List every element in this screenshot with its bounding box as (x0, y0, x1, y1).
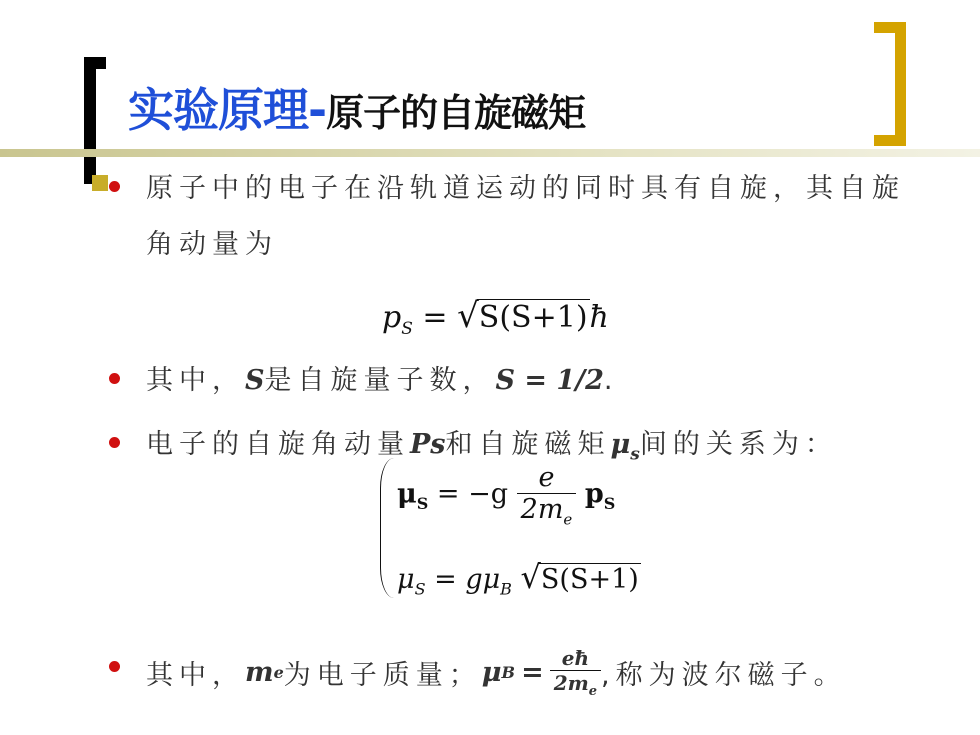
bullet-3 (109, 437, 120, 448)
para1-line1: 原子中的电子在沿轨道运动的同时具有自旋，其自旋 (146, 173, 905, 204)
para4-post: ,称为波尔磁子。 (601, 660, 847, 691)
para2-S-value: S = 1/2 (495, 365, 604, 396)
para3-post: 间的关系为： (639, 429, 838, 460)
para4-numerator: eħ (561, 646, 589, 670)
equation-spin-angular-momentum (382, 296, 609, 339)
equation-magnetic-moment-magnitude (397, 558, 641, 598)
eq3-lhs-sub: S (414, 579, 426, 599)
para4-den-sub: e (588, 684, 598, 699)
eq2-lhs: μ (397, 478, 417, 510)
para4-fraction (550, 646, 601, 699)
eq2-equals: = −g (436, 478, 509, 510)
eq2-numerator: e (538, 462, 555, 493)
header-divider (0, 149, 980, 157)
title-sub: 原子的自旋磁矩 (326, 91, 586, 135)
eq1-lhs: p (382, 300, 402, 335)
para3-mu: μ (610, 429, 631, 460)
eq2-lhs-sub: S (416, 494, 429, 514)
right-bracket-decoration (874, 22, 906, 146)
eq2-rhs-sub: S (603, 494, 616, 514)
para4-me-sub: e (273, 663, 284, 682)
para2-pre: 其中， (146, 365, 245, 396)
para3-pre: 电子的自旋角动量 (146, 429, 410, 460)
slide-title (128, 74, 585, 140)
eq1-radicand: S(S+1) (478, 300, 588, 335)
bullet-1 (109, 181, 120, 192)
para4-muB: μ (481, 657, 502, 688)
equation-magnetic-moment-vector (397, 462, 615, 528)
sqrt-icon: √ (457, 296, 479, 336)
para2-mid: 是自旋量子数， (264, 365, 496, 396)
para3-mu-sub: s (630, 444, 640, 465)
para2 (146, 358, 618, 397)
eq1-equals: = (422, 300, 448, 335)
para4-muB-sub: B (501, 663, 516, 682)
para3-mid: 和自旋磁矩 (445, 429, 611, 460)
para4-equals: = (521, 657, 544, 688)
eq2-den-sub: e (563, 510, 573, 529)
title-separator: - (308, 83, 327, 137)
sqrt-icon: √ (520, 558, 541, 596)
eq2-rhs: p (584, 478, 604, 510)
para4 (146, 646, 847, 699)
bullet-4 (109, 661, 120, 672)
para2-S: S (245, 365, 265, 396)
bullet-2 (109, 373, 120, 384)
para3 (146, 422, 838, 464)
left-bracket-decoration (84, 57, 106, 184)
title-main: 实验原理 (128, 83, 308, 137)
corner-square-decoration (92, 175, 108, 191)
eq2-denominator: 2m (520, 494, 564, 525)
para3-Ps: Ps (410, 429, 446, 460)
para4-pre: 其中， (146, 660, 245, 691)
para4-me: m (245, 657, 274, 688)
para1-line2: 角动量为 (146, 229, 278, 260)
eq2-fraction (517, 462, 577, 528)
para4-denominator: 2m (553, 671, 589, 695)
eq3-radicand: S(S+1) (540, 564, 639, 595)
eq3-lhs: μ (397, 564, 415, 595)
eq1-hbar: ħ (589, 300, 609, 335)
eq3-eq-sub: B (500, 579, 512, 599)
eq3-equals: = gμ (434, 564, 501, 595)
equation-system-brace (380, 458, 398, 598)
para2-dot: . (603, 365, 619, 396)
eq1-lhs-sub: S (401, 319, 413, 339)
para4-mid: 为电子质量； (283, 660, 482, 691)
